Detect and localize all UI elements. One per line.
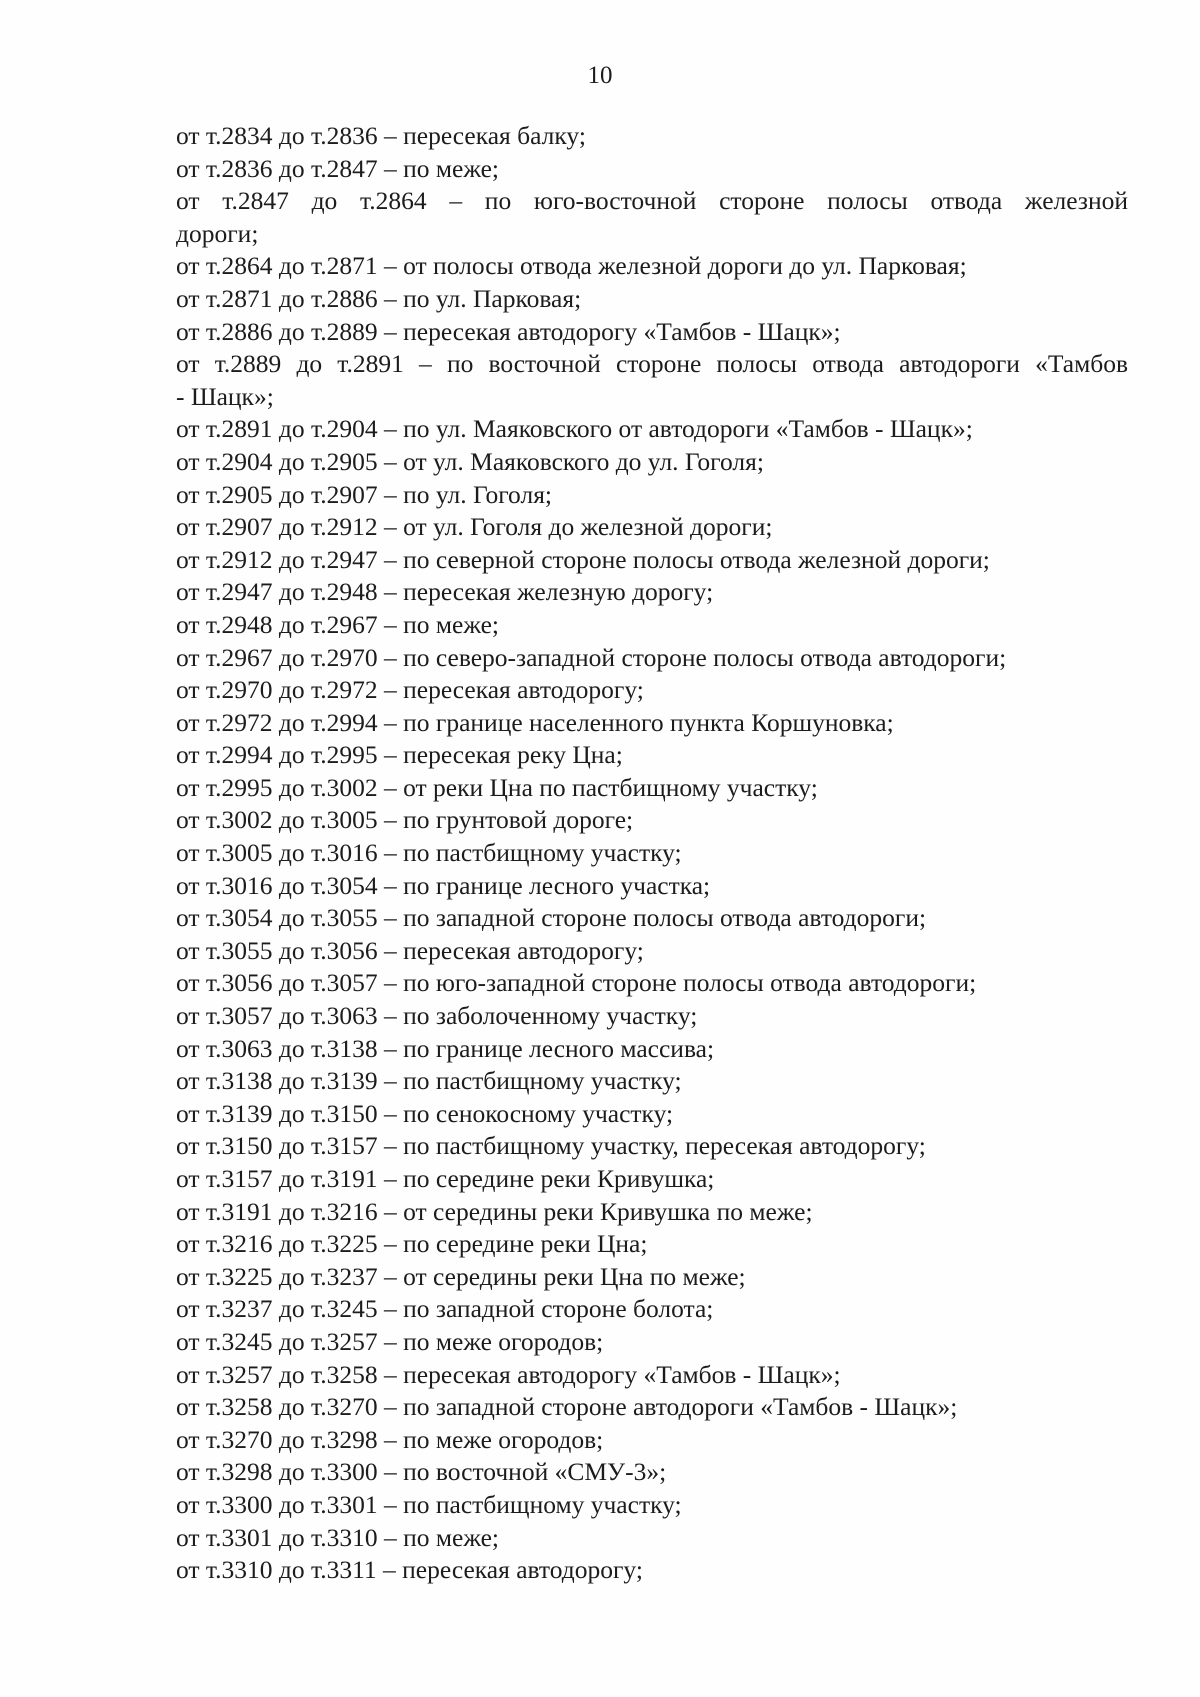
text-line: от т.2847 до т.2864 – по юго-восточной стороне полосы отвода железной xyxy=(176,186,1128,216)
text-line: от т.3225 до т.3237 – от середины реки Цна по меже; xyxy=(176,1261,746,1291)
text-line: от т.2967 до т.2970 – по северо-западной стороне полосы отвода автодороги; xyxy=(176,642,1007,672)
text-line: дороги; xyxy=(176,218,259,248)
text-line: от т.2994 до т.2995 – пересекая реку Цна; xyxy=(176,740,623,770)
text-line: от т.2970 до т.2972 – пересекая автодорогу; xyxy=(176,675,644,705)
text-line: от т.3138 до т.3139 – по пастбищному участку; xyxy=(176,1066,682,1096)
text-line: от т.3150 до т.3157 – по пастбищному участку, пересекая автодорогу; xyxy=(176,1131,926,1161)
text-line: от т.3300 до т.3301 – по пастбищному участку; xyxy=(176,1489,682,1519)
text-line: от т.2889 до т.2891 – по восточной стороне полосы отвода автодороги «Тамбов xyxy=(176,349,1128,379)
text-line: от т.2912 до т.2947 – по северной стороне полосы отвода железной дороги; xyxy=(176,544,990,574)
text-line: от т.2836 до т.2847 – по меже; xyxy=(176,153,500,183)
text-line: от т.2864 до т.2871 – от полосы отвода железной дороги до ул. Парковая; xyxy=(176,251,967,281)
text-line: от т.3054 до т.3055 – по западной стороне полосы отвода автодороги; xyxy=(176,903,927,933)
text-line: от т.3139 до т.3150 – по сенокосному участку; xyxy=(176,1098,674,1128)
text-line: от т.2904 до т.2905 – от ул. Маяковского до ул. Гоголя; xyxy=(176,446,764,476)
text-line: от т.3216 до т.3225 – по середине реки Цна; xyxy=(176,1229,648,1259)
text-line: от т.3157 до т.3191 – по середине реки Кривушка; xyxy=(176,1164,715,1193)
text-line: от т.2972 до т.2994 – по границе населенного пункта Коршуновка; xyxy=(176,707,894,737)
text-line: от т.3258 до т.3270 – по западной стороне автодороги «Тамбов - Шацк»; xyxy=(176,1392,958,1422)
boundary-description xyxy=(176,120,1128,1587)
text-line: от т.3270 до т.3298 – по меже огородов; xyxy=(176,1424,604,1454)
text-line: от т.3055 до т.3056 – пересекая автодорогу; xyxy=(176,935,644,965)
text-line: от т.3002 до т.3005 – по грунтовой дороге; xyxy=(176,805,634,835)
page-number: 10 xyxy=(587,62,613,89)
text-line: от т.3310 до т.3311 – пересекая автодорогу; xyxy=(176,1555,643,1585)
text-line: от т.3237 до т.3245 – по западной стороне болота; xyxy=(176,1294,714,1324)
text-line: - Шацк»; xyxy=(176,381,274,411)
text-line: от т.3191 до т.3216 – от середины реки Кривушка по меже; xyxy=(176,1196,813,1226)
text-line: от т.3005 до т.3016 – по пастбищному участку; xyxy=(176,838,682,868)
text-line: от т.2886 до т.2889 – пересекая автодорогу «Тамбов - Шацк»; xyxy=(176,316,841,346)
text-line: от т.3245 до т.3257 – по меже огородов; xyxy=(176,1326,604,1356)
text-line: от т.2891 до т.2904 – по ул. Маяковского от автодороги «Тамбов - Шацк»; xyxy=(176,414,973,444)
text-line: от т.2834 до т.2836 – пересекая балку; xyxy=(176,121,586,150)
text-line: от т.2948 до т.2967 – по меже; xyxy=(176,609,500,639)
text-line: от т.2905 до т.2907 – по ул. Гоголя; xyxy=(176,479,553,509)
text-line: от т.3057 до т.3063 – по заболоченному участку; xyxy=(176,1001,698,1031)
text-line: от т.2947 до т.2948 – пересекая железную дорогу; xyxy=(176,577,714,607)
text-line: от т.3298 до т.3300 – по восточной «СМУ-3»; xyxy=(176,1457,667,1487)
text-line: от т.3063 до т.3138 – по границе лесного массива; xyxy=(176,1033,715,1063)
text-line: от т.3301 до т.3310 – по меже; xyxy=(176,1522,500,1552)
text-line: от т.3056 до т.3057 – по юго-западной стороне полосы отвода автодороги; xyxy=(176,968,977,998)
text-line: от т.3016 до т.3054 – по границе лесного участка; xyxy=(176,870,711,900)
text-line: от т.2907 до т.2912 – от ул. Гоголя до железной дороги; xyxy=(176,512,773,542)
text-line: от т.2995 до т.3002 – от реки Цна по пастбищному участку; xyxy=(176,772,818,802)
text-line: от т.3257 до т.3258 – пересекая автодорогу «Тамбов - Шацк»; xyxy=(176,1359,841,1389)
text-line: от т.2871 до т.2886 – по ул. Парковая; xyxy=(176,283,582,313)
